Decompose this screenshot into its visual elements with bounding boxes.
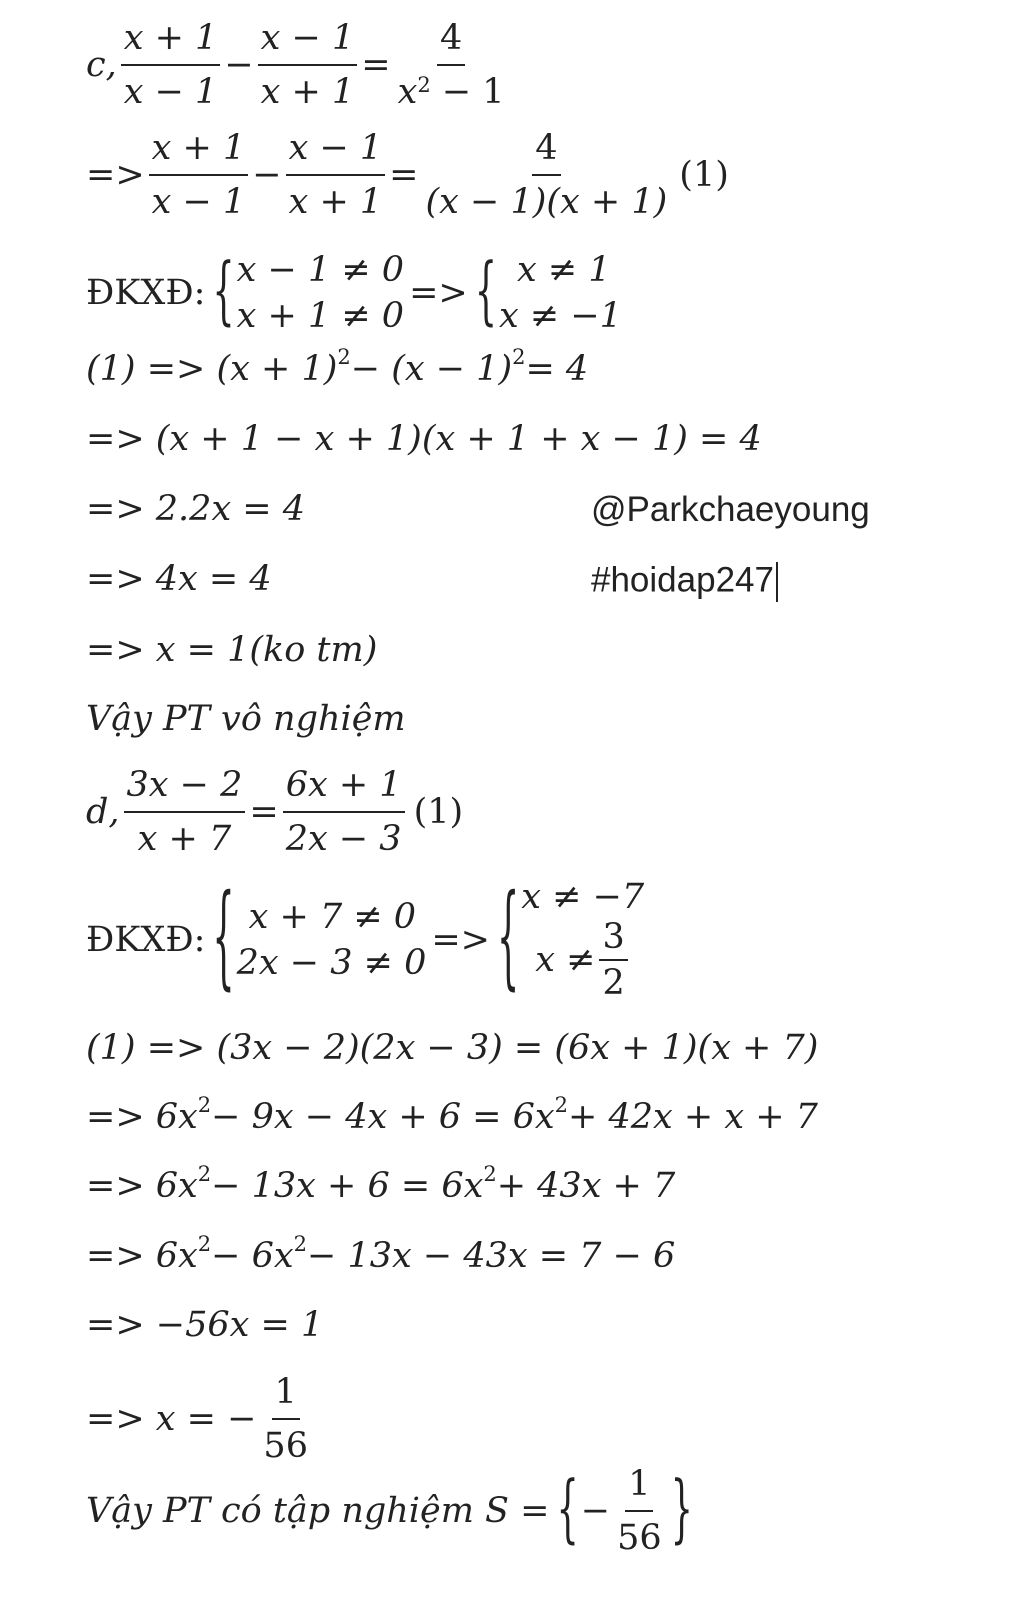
condition-system [521, 878, 644, 1003]
numerator: 3 [599, 917, 627, 961]
expression: (1) => (x + 1) [86, 349, 338, 389]
exponent: 2 [197, 1232, 212, 1257]
numerator: x + 1 [149, 128, 249, 176]
condition-system [237, 895, 427, 986]
conclusion-text: Vậy PT có tập nghiệm S = [86, 1490, 550, 1531]
expression: + 43x + 7 [496, 1166, 676, 1206]
c-step-3 [86, 419, 762, 459]
condition-row: x ≠ −1 [499, 295, 622, 336]
c-step-2 [86, 345, 589, 389]
hashtag: #hoidap247 [591, 560, 774, 600]
expression: => 6x [86, 1166, 198, 1206]
numerator: 1 [625, 1464, 653, 1512]
numerator: x − 1 [286, 128, 386, 176]
dkxd-label: ĐKXĐ: [86, 920, 206, 960]
c-equation [86, 18, 512, 113]
expression: => x = − [86, 1398, 257, 1439]
c-step-1 [86, 128, 729, 223]
exponent: 2 [293, 1232, 308, 1257]
condition-row: x − 1 ≠ 0 [236, 250, 405, 290]
denominator: x − 1 [151, 182, 246, 223]
left-brace-icon: { [474, 250, 498, 335]
c-step-5 [86, 559, 272, 599]
denominator: 56 [617, 1518, 662, 1559]
condition-row [521, 917, 644, 1004]
denominator: 2 [602, 962, 625, 1003]
numerator: 6x + 1 [283, 765, 405, 813]
c-step-6 [86, 630, 378, 670]
d-step-6 [86, 1372, 315, 1467]
d-step-3 [86, 1162, 676, 1206]
denominator: x + 1 [260, 72, 355, 113]
left-brace-icon: { [556, 1468, 579, 1553]
implies-arrow: => [409, 273, 468, 313]
condition-row: x ≠ −7 [521, 877, 645, 917]
left-brace-icon: { [212, 250, 235, 335]
conclusion-text: Vậy PT vô nghiệm [86, 699, 406, 739]
expression: => 2.2x = 4 [86, 489, 306, 529]
operator: − [224, 44, 254, 85]
expression: − (x − 1) [350, 349, 513, 389]
condition-row: x + 7 ≠ 0 [248, 897, 417, 937]
fraction [124, 765, 246, 860]
fraction [286, 128, 386, 223]
expression: x ≠ [535, 939, 596, 980]
dkxd-label: ĐKXĐ: [86, 273, 206, 313]
exponent: 2 [554, 1093, 569, 1118]
problem-label-d: d, [86, 791, 120, 832]
condition-row: x + 1 ≠ 0 [236, 295, 405, 336]
expression: = 4 [525, 349, 589, 389]
denominator: x + 1 [288, 182, 383, 223]
denominator [395, 66, 508, 112]
denominator: (x − 1)(x + 1) [425, 182, 668, 223]
operator: = [389, 154, 419, 195]
exponent: 2 [197, 1093, 212, 1118]
exponent: 2 [483, 1162, 497, 1187]
d-equation [86, 765, 463, 860]
fraction [599, 917, 627, 1004]
expression: (1) => (3x − 2)(2x − 3) = (6x + 1)(x + 7) [86, 1028, 819, 1068]
condition-system [237, 248, 404, 339]
d-conclusion [86, 1464, 695, 1559]
c-step-4 [86, 489, 306, 529]
c-domain-condition [86, 248, 622, 339]
denominator: 56 [263, 1426, 308, 1467]
exponent: 2 [417, 72, 431, 97]
exponent: 2 [512, 345, 526, 370]
left-brace-icon: { [497, 874, 520, 1003]
d-step-2 [86, 1093, 818, 1137]
numerator: 1 [272, 1372, 300, 1420]
exponent: 2 [337, 345, 351, 370]
d-step-1 [86, 1028, 819, 1068]
denominator: x − 1 [123, 72, 218, 113]
expression: => 6x [86, 1097, 198, 1137]
expression: − 13x + 6 = 6x [211, 1166, 484, 1206]
implies-arrow: => [86, 154, 145, 195]
fraction [260, 1372, 311, 1467]
author-tag: @Parkchaeyoung [591, 490, 870, 529]
fraction [121, 18, 221, 113]
hashtag-line[interactable] [591, 562, 778, 602]
numerator: x + 1 [121, 18, 221, 66]
text-cursor [776, 562, 778, 602]
implies-arrow: => [431, 920, 490, 960]
problem-label-c: c, [86, 44, 117, 85]
expression: => x = 1 [86, 630, 250, 670]
expression: − 13x − 43x = 7 − 6 [307, 1236, 676, 1276]
variable: x [397, 72, 418, 113]
fraction [423, 128, 671, 223]
d-domain-condition [86, 874, 645, 1003]
term: − 1 [441, 72, 505, 113]
equation-tag: (1) [413, 791, 464, 832]
numerator: 4 [532, 128, 560, 176]
condition-row: x ≠ 1 [517, 250, 611, 290]
operator: = [361, 44, 391, 85]
expression: + 42x + x + 7 [568, 1097, 818, 1137]
expression: => 6x [86, 1236, 198, 1276]
fraction [614, 1464, 665, 1559]
exponent: 2 [197, 1162, 212, 1187]
left-brace-icon: { [212, 874, 235, 1003]
condition-system [499, 248, 622, 339]
operator: − [580, 1490, 611, 1531]
denominator: x + 7 [137, 819, 232, 860]
denominator: 2x − 3 [285, 819, 402, 860]
fraction [258, 18, 358, 113]
numerator: x − 1 [258, 18, 358, 66]
equation-tag: (1) [679, 154, 729, 195]
expression: − 6x [211, 1236, 294, 1276]
numerator: 3x − 2 [124, 765, 246, 813]
fraction [149, 128, 249, 223]
operator: − [252, 154, 282, 195]
numerator: 4 [437, 18, 465, 66]
expression: − 9x − 4x + 6 = 6x [211, 1097, 555, 1137]
d-step-5 [86, 1305, 324, 1345]
c-conclusion [86, 699, 406, 739]
expression: => 4x = 4 [86, 559, 272, 599]
note: (ko tm) [249, 630, 378, 670]
fraction [283, 765, 405, 860]
operator: = [249, 791, 279, 832]
right-brace-icon: } [670, 1468, 693, 1553]
fraction [395, 18, 508, 113]
condition-row: 2x − 3 ≠ 0 [236, 942, 427, 983]
expression: => (x + 1 − x + 1)(x + 1 + x − 1) = 4 [86, 419, 762, 459]
d-step-4 [86, 1232, 676, 1276]
expression: => −56x = 1 [86, 1305, 324, 1345]
